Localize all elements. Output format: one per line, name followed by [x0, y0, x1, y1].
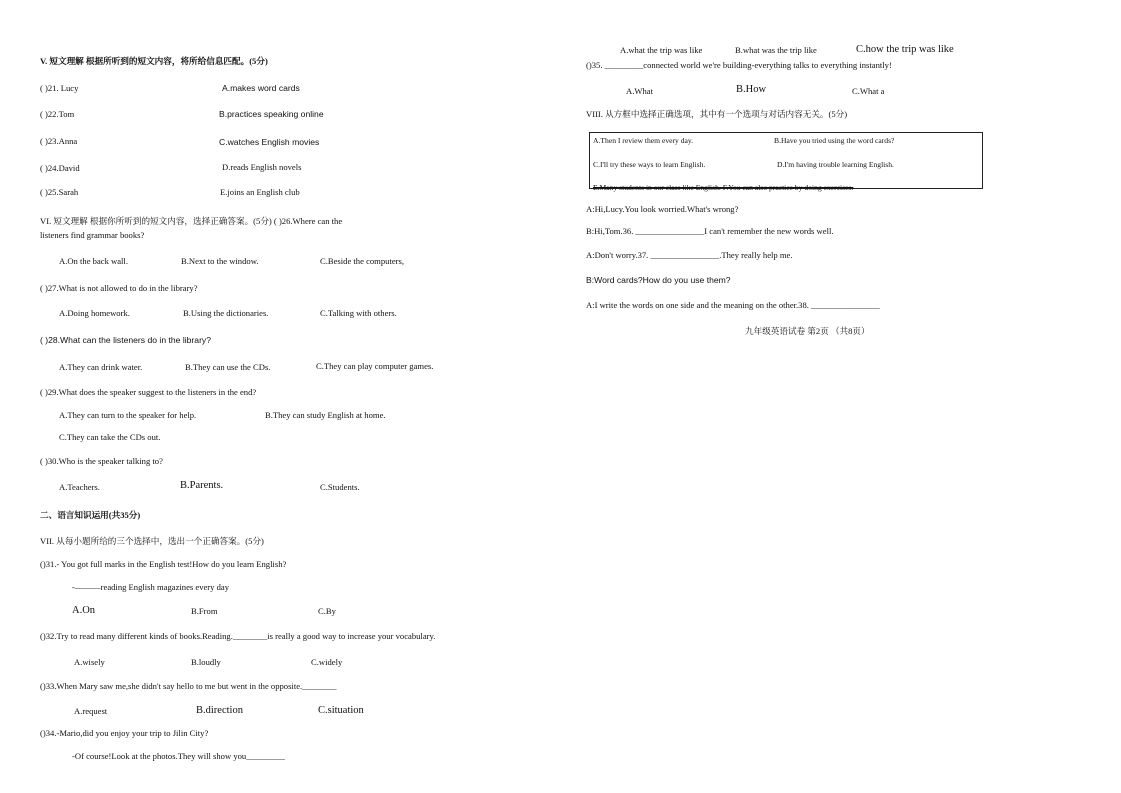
- q32-option-c: C.widely: [311, 657, 343, 667]
- box-option-b: B.Have you tried using the word cards?: [774, 136, 895, 145]
- q29-option-a: A.They can turn to the speaker for help.: [59, 410, 197, 420]
- q33-text: ()33.When Mary saw me,she didn't say hello to me but went in the opposite.________: [40, 681, 337, 691]
- match-left-25: ( )25.Sarah: [40, 187, 79, 197]
- q29-option-c: C.They can take the CDs out.: [59, 432, 161, 442]
- match-right-a: A.makes word cards: [222, 83, 300, 93]
- q27-option-a: A.Doing homework.: [59, 308, 130, 318]
- q34-reply: -Of course!Look at the photos.They will show you_________: [72, 751, 285, 761]
- match-right-e: E.joins an English club: [220, 187, 300, 197]
- match-left-24: ( )24.David: [40, 163, 80, 173]
- box-option-a: A.Then I review them every day.: [593, 136, 694, 145]
- match-left-22: ( )22.Tom: [40, 109, 75, 119]
- q28-option-a: A.They can drink water.: [59, 362, 143, 372]
- match-left-21: ( )21. Lucy: [40, 83, 79, 93]
- match-right-c: C.watches English movies: [219, 137, 320, 147]
- section-7-title: VII. 从每小题所给的三个选择中，选出一个正确答案。(5分): [40, 536, 264, 546]
- box-option-d: D.I'm having trouble learning English.: [777, 160, 894, 169]
- q27-option-b: B.Using the dictionaries.: [183, 308, 269, 318]
- q28-option-b: B.They can use the CDs.: [185, 362, 271, 372]
- part-2-title: 二、语言知识运用(共35分): [40, 510, 141, 520]
- q33-option-a: A.request: [74, 706, 108, 716]
- q31-option-b: B.From: [191, 606, 218, 616]
- dialogue-line-5: A:I write the words on one side and the meaning on the other.38. ________________: [586, 300, 880, 310]
- dialogue-line-4: B:Word cards?How do you use them?: [586, 275, 731, 285]
- q34-text: ()34.-Mario,did you enjoy your trip to Jilin City?: [40, 728, 209, 738]
- q27-text: ( )27.What is not allowed to do in the library?: [40, 283, 198, 293]
- dialogue-line-3: A:Don't worry.37. ________________.They really help me.: [586, 250, 793, 260]
- q35-option-c: C.What a: [852, 86, 885, 96]
- q31-option-c: C.By: [318, 606, 336, 616]
- match-right-d: D.reads English novels: [222, 162, 302, 172]
- q31-reply: -———reading English magazines every day: [72, 582, 230, 592]
- dialogue-line-1: A:Hi,Lucy.You look worried.What's wrong?: [586, 204, 739, 214]
- q32-option-b: B.loudly: [191, 657, 221, 667]
- page-footer: 九年级英语试卷 第2页 （共8页）: [745, 326, 870, 336]
- q34-option-c: C.how the trip was like: [856, 44, 954, 55]
- section-8-title: VIII. 从方框中选择正确选项，其中有一个选项与对话内容无关。(5分): [586, 109, 848, 119]
- q27-option-c: C.Talking with others.: [320, 308, 397, 318]
- q33-option-b: B.direction: [196, 705, 243, 716]
- q28-text: ( )28.What can the listeners do in the library?: [40, 335, 212, 345]
- q26-option-a: A.On the back wall.: [59, 256, 128, 266]
- box-option-c: C.I'll try these ways to learn English.: [593, 160, 706, 169]
- q32-option-a: A.wisely: [74, 657, 105, 667]
- match-left-23: ( )23.Anna: [40, 136, 78, 146]
- dialogue-line-2: B:Hi,Tom.36. ________________I can't remember the new words well.: [586, 226, 834, 236]
- q29-text: ( )29.What does the speaker suggest to the listeners in the end?: [40, 387, 257, 397]
- q28-option-c: C.They can play computer games.: [316, 361, 434, 371]
- q26-text: listeners find grammar books?: [40, 230, 145, 240]
- q29-option-b: B.They can study English at home.: [265, 410, 386, 420]
- q31-text: ()31.- You got full marks in the English test!How do you learn English?: [40, 559, 287, 569]
- box-option-e-f: E.Many students in our class like English. F.You can also practice by doing exercises.: [593, 183, 854, 192]
- section-6-title: VI. 短文理解 根据你所听到的短文内容，选择正确答案。(5分) ( )26.Where can the: [40, 216, 343, 226]
- q33-option-c: C.situation: [318, 705, 364, 716]
- q34-option-a: A.what the trip was like: [620, 45, 703, 55]
- q26-option-c: C.Beside the computers,: [320, 256, 405, 266]
- q34-option-b: B.what was the trip like: [735, 45, 817, 55]
- q32-text: ()32.Try to read many different kinds of books.Reading.________is really a good way to increase your vocabulary.: [40, 631, 436, 641]
- q35-text: ()35. _________connected world we're building-everything talks to everything instantly!: [586, 60, 892, 70]
- q30-option-c: C.Students.: [320, 482, 360, 492]
- q31-option-a: A.On: [72, 605, 96, 616]
- section-5-title: V. 短文理解 根据所听到的短文内容，将所给信息匹配。(5分): [40, 56, 268, 66]
- match-right-b: B.practices speaking online: [219, 109, 324, 119]
- q30-option-b: B.Parents.: [180, 480, 224, 491]
- q35-option-a: A.What: [626, 86, 653, 96]
- q26-option-b: B.Next to the window.: [181, 256, 259, 266]
- q30-option-a: A.Teachers.: [59, 482, 100, 492]
- q35-option-b: B.How: [736, 84, 767, 95]
- q30-text: ( )30.Who is the speaker talking to?: [40, 456, 163, 466]
